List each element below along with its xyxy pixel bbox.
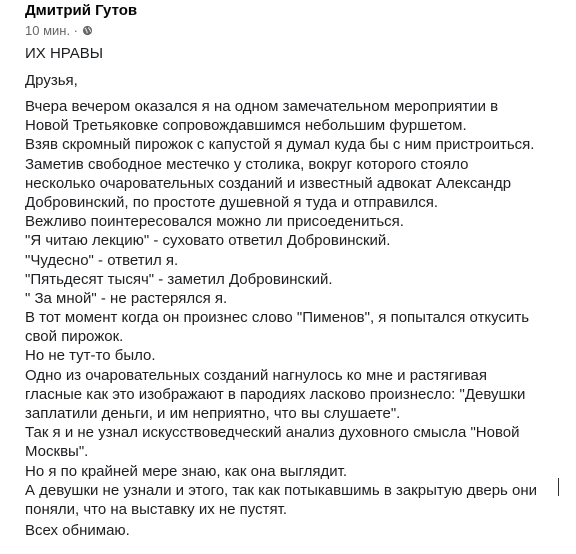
post-body-line: Так я и не узнал искусствоведческий анализ духовного смысла "Новой	[25, 424, 520, 442]
post-body-line: " За мной" - не растерялся я.	[25, 289, 228, 307]
post-body-line: поняли, что на выставку их не пустят.	[25, 500, 287, 518]
post-greeting: Друзья,	[25, 72, 78, 89]
post-author-name[interactable]: Дмитрий Гутов	[25, 2, 138, 19]
post-body-line: А девушки не узнали и этого, так как потыкавшимь в закрытую дверь они	[25, 481, 538, 499]
post-body-line: Но я по крайней мере знаю, как она выглядит.	[25, 462, 348, 480]
post-body	[25, 97, 570, 519]
post-body-line: Новой Третьяковке сопровождавшимся небольшим фуршетом.	[25, 117, 467, 135]
post-body-line: Но не тут-то было.	[25, 347, 156, 365]
post-body-line: "Чудесно" - ответил я.	[25, 251, 179, 269]
post-timestamp[interactable]: 10 мин. ·	[25, 23, 79, 38]
post-body-line: Заметив свободное местечко у столика, вокруг которого стояло	[25, 155, 469, 173]
post-body-line: свой пирожок.	[25, 328, 124, 346]
post-body-line: Добровинский, по простоте душевной я туда и отправился.	[25, 193, 439, 211]
post-body-line: "Пятьдесят тысяч" - заметил Добровинский.	[25, 270, 333, 288]
post-closing: Всех обнимаю.	[25, 522, 130, 539]
post-body-line: Москвы".	[25, 443, 89, 461]
post-meta	[25, 23, 93, 38]
post-body-line: несколько очаровательных созданий и известный адвокат Александр	[25, 174, 512, 192]
post-body-line: гласные как это изображают в пародиях ласково произнесло: "Девушки	[25, 385, 526, 403]
post-body-line: В тот момент когда он произнес слово "Пименов", я попытался откусить	[25, 309, 530, 327]
globe-icon[interactable]	[82, 25, 93, 36]
post-body-line: Взяв скромный пирожок с капустой я думал куда бы с ним пристроиться.	[25, 136, 535, 154]
post-body-line: "Я читаю лекцию" - суховато ответил Добровинский.	[25, 232, 391, 250]
post-body-line: заплатили деньги, и им неприятно, что вы слушаете".	[25, 405, 401, 422]
text-cursor	[558, 478, 559, 496]
post-body-line: Одно из очаровательных созданий нагнулось ко мне и растягивая	[25, 366, 487, 384]
post-body-line: Вчера вечером оказался я на одном замечательном мероприятии в	[25, 98, 499, 115]
post-body-line: Вежливо поинтересовался можно ли присоедениться.	[25, 213, 404, 231]
post-title: ИХ НРАВЫ	[25, 45, 104, 62]
